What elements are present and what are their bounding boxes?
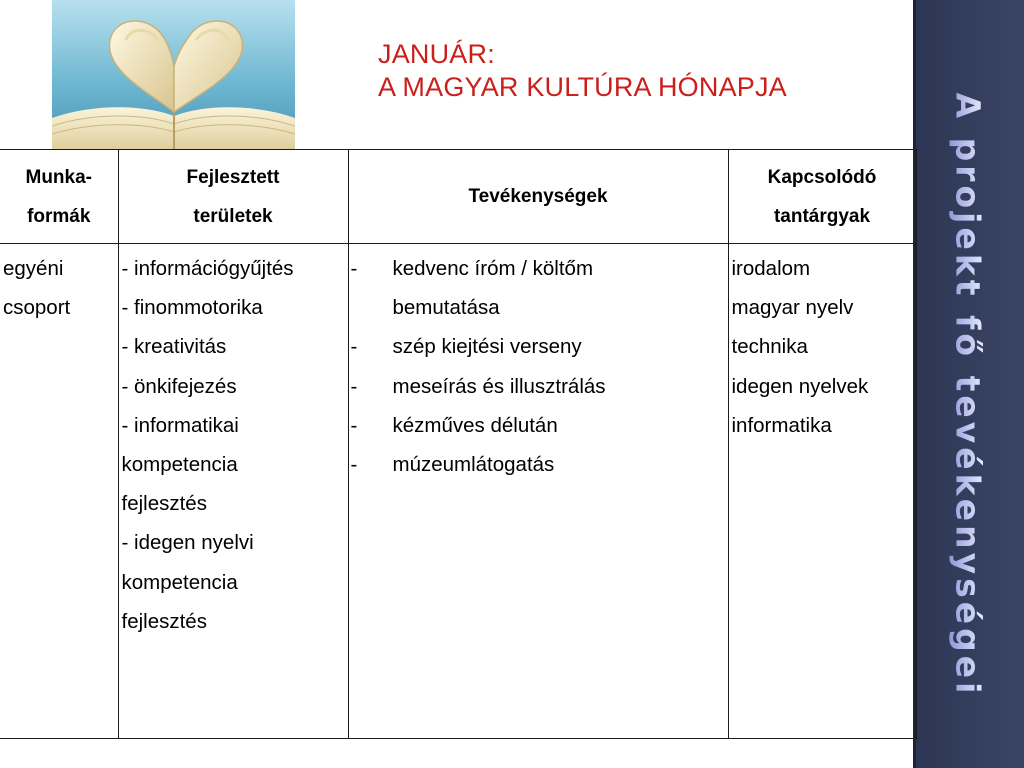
area-line: - kreativitás <box>121 335 227 359</box>
heart-book-photo <box>52 0 295 149</box>
area-line: - információgyűjtés <box>121 257 294 280</box>
vertical-section-title: A projekt fő tevékenységei <box>948 92 988 698</box>
subject-item: irodalom <box>731 257 811 280</box>
header-work-forms <box>0 150 118 244</box>
area-line: - idegen nyelvi <box>121 531 254 555</box>
area-line: - önkifejezés <box>121 374 237 398</box>
header-activities-label: Tevékenységek <box>468 186 608 207</box>
work-forms-cell <box>0 244 118 739</box>
subject-item: idegen nyelvek <box>731 374 869 398</box>
area-line: - finommotorika <box>121 296 263 320</box>
title-line-1: JANUÁR: <box>378 39 495 69</box>
area-line: kompetencia <box>121 453 238 477</box>
title-line-2: A MAGYAR KULTÚRA HÓNAPJA <box>378 72 787 102</box>
work-form-item: egyéni <box>3 257 64 280</box>
related-subjects-cell <box>728 244 916 739</box>
header-developed-areas <box>118 150 348 244</box>
activities-list <box>349 249 728 484</box>
developed-areas-cell <box>118 244 348 739</box>
header-developed-areas-line-2: területek <box>193 205 273 227</box>
header-work-forms-line-1: Munka- <box>25 166 92 188</box>
list-dash: - <box>350 453 358 477</box>
list-item <box>349 327 728 366</box>
area-line: kompetencia <box>121 570 238 594</box>
work-form-item: csoport <box>3 296 71 320</box>
header-related-subjects-line-2: tantárgyak <box>773 205 871 227</box>
activities-cell <box>348 244 728 739</box>
subject-item: magyar nyelv <box>731 296 854 320</box>
header-related-subjects-line-1: Kapcsolódó <box>767 166 877 188</box>
header-related-subjects <box>728 150 916 244</box>
table-row <box>0 244 916 739</box>
list-item <box>349 445 728 484</box>
area-line: fejlesztés <box>121 609 207 633</box>
activity-text: kedvenc íróm / költőm <box>392 257 594 280</box>
activity-text: meseírás és illusztrálás <box>392 374 606 398</box>
subject-item: technika <box>731 335 808 359</box>
subject-item: informatika <box>731 413 832 437</box>
activity-text: múzeumlátogatás <box>392 453 555 477</box>
list-item <box>349 367 728 406</box>
area-line: - informatikai <box>121 413 239 437</box>
list-item <box>349 249 728 327</box>
header-work-forms-line-2: formák <box>27 205 91 227</box>
list-item <box>349 406 728 445</box>
table-header-row <box>0 150 916 244</box>
list-dash: - <box>350 413 358 437</box>
activity-text: kézműves délután <box>392 413 558 437</box>
activity-text: szép kiejtési verseny <box>392 335 582 359</box>
slide-title <box>378 38 787 104</box>
activity-text: bemutatása <box>392 296 500 320</box>
header-developed-areas-line-1: Fejlesztett <box>186 166 280 188</box>
header-activities <box>348 150 728 244</box>
list-dash: - <box>350 257 358 280</box>
area-line: fejlesztés <box>121 492 207 516</box>
list-dash: - <box>350 374 358 398</box>
list-dash: - <box>350 335 358 359</box>
activity-table <box>0 149 917 739</box>
